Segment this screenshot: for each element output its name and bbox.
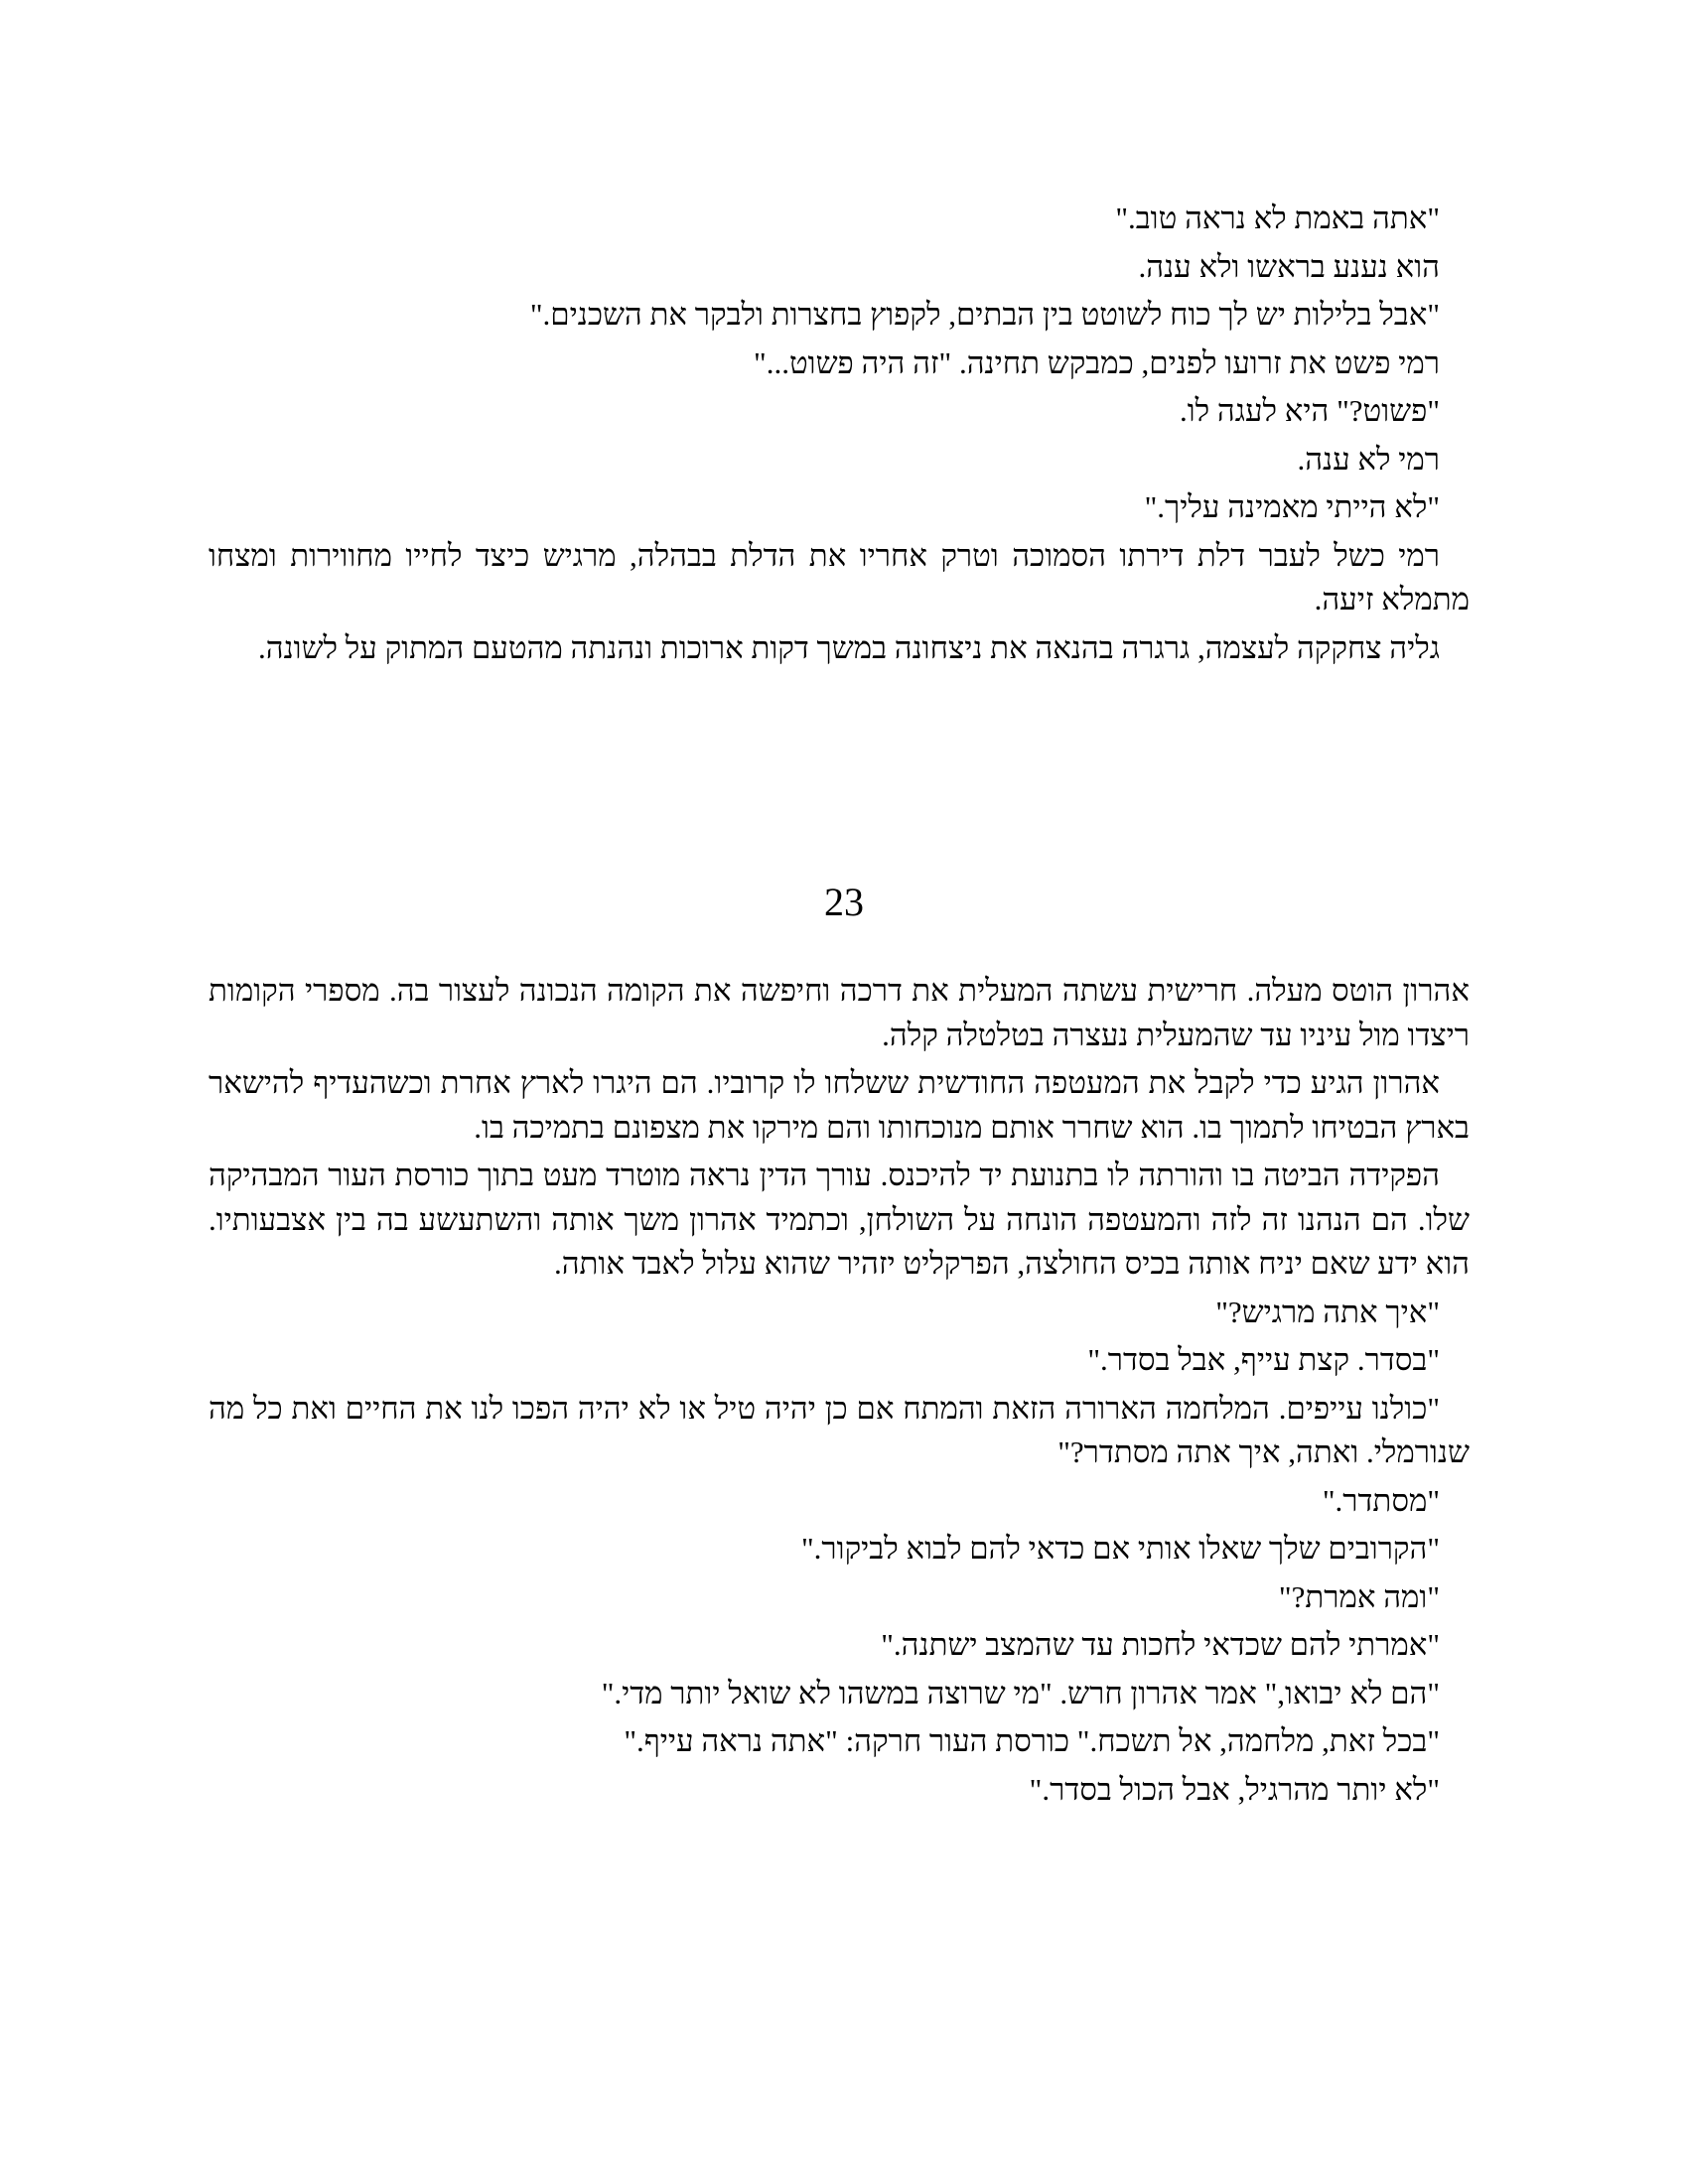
dialogue-line: "אמרתי להם שכדאי לחכות עד שהמצב ישתנה.": [881, 1627, 1440, 1662]
dialogue-line: "הקרובים שלך שאלו אותי אם כדאי להם לבוא לביקור.": [801, 1531, 1440, 1566]
dialogue-line: "הם לא יבואו," אמר אהרון חרש. "מי שרוצה במשהו לא שואל יותר מדי.": [601, 1675, 1440, 1710]
paragraph: רמי כשל לעבר דלת דירתו הסמוכה וטרק אחריו את הדלת בבהלה, מרגיש כיצד לחייו מחווירות ומצחו מתמלא זיעה.: [209, 537, 1470, 616]
chapter-number: 23: [824, 880, 864, 924]
paragraph: רמי לא ענה.: [1297, 441, 1440, 477]
paragraph: אהרון הגיע כדי לקבל את המעטפה החודשית ששלחו לו קרוביו. הם היגרו לארץ אחרת וכשהעדיף להישאר בארץ הבטיחו לתמוך בו. הוא שחרר אותם מנוכחותו והם מירקו את מצפונם בתמיכה בו.: [209, 1065, 1470, 1145]
dialogue-line: "לא יותר מהרגיל, אבל הכול בסדר.": [1029, 1771, 1440, 1807]
text-section-before-chapter: [209, 197, 1470, 674]
dialogue-line: "אתה באמת לא נראה טוב.": [1115, 201, 1440, 235]
dialogue-line: "בסדר. קצת עייף, אבל בסדר.": [1087, 1342, 1440, 1377]
dialogue-line: "פשוט?" היא לעגה לו.: [1179, 393, 1440, 428]
chapter-opening-paragraph: אהרון הוטס מעלה. חרישית עשתה המעלית את דרכה וחיפשה את הקומה הנכונה לעצור בה. מספרי הקומות ריצדו מול עיניו עד שהמעלית נעצרה בטלטלה קלה.: [209, 973, 1470, 1052]
paragraph: הפקידה הביטה בו והורתה לו בתנועת יד להיכנס. עורך הדין נראה מוטרד מעט בתוך כורסת העור המבהיקה שלו. הם הנהנו זה לזה והמעטפה הונחה על השולחן, וכתמיד אהרון משך אותה והשתעשע בה בין אצבעותיו. הוא ידע שאם יניח אותה בכיס החולצה, הפרקליט יזהיר שהוא עלול לאבד אותה.: [209, 1158, 1470, 1281]
dialogue-line: "בכל זאת, מלחמה, אל תשכח." כורסת העור חרקה: "אתה נראה עייף.": [624, 1723, 1440, 1758]
dialogue-line: "ומה אמרת?": [1278, 1578, 1440, 1614]
dialogue-line: "כולנו עייפים. המלחמה הארורה הזאת והמתח אם כן יהיה טיל או לא יהיה הפכו לנו את החיים ואת כל מה שנורמלי. ואתה, איך אתה מסתדר?": [209, 1390, 1470, 1469]
text-section-chapter-body: [209, 969, 1470, 1816]
dialogue-line: "לא הייתי מאמינה עליך.": [1144, 489, 1440, 524]
dialogue-line: "אבל בלילות יש לך כוח לשוטט בין הבתים, לקפוץ בחצרות ולבקר את השכנים.": [529, 297, 1440, 332]
paragraph: גליה צחקקה לעצמה, גרגרה בהנאה את ניצחונה במשך דקות ארוכות ונהנתה מהטעם המתוק על לשונה.: [257, 629, 1440, 665]
dialogue-line: "איך אתה מרגיש?": [1215, 1294, 1440, 1329]
paragraph: רמי פשט את זרועו לפנים, כמבקש תחינה. "זה היה פשוט...": [754, 344, 1440, 380]
paragraph: הוא נענע בראשו ולא ענה.: [1138, 248, 1440, 284]
dialogue-line: "מסתדר.": [1322, 1482, 1440, 1518]
